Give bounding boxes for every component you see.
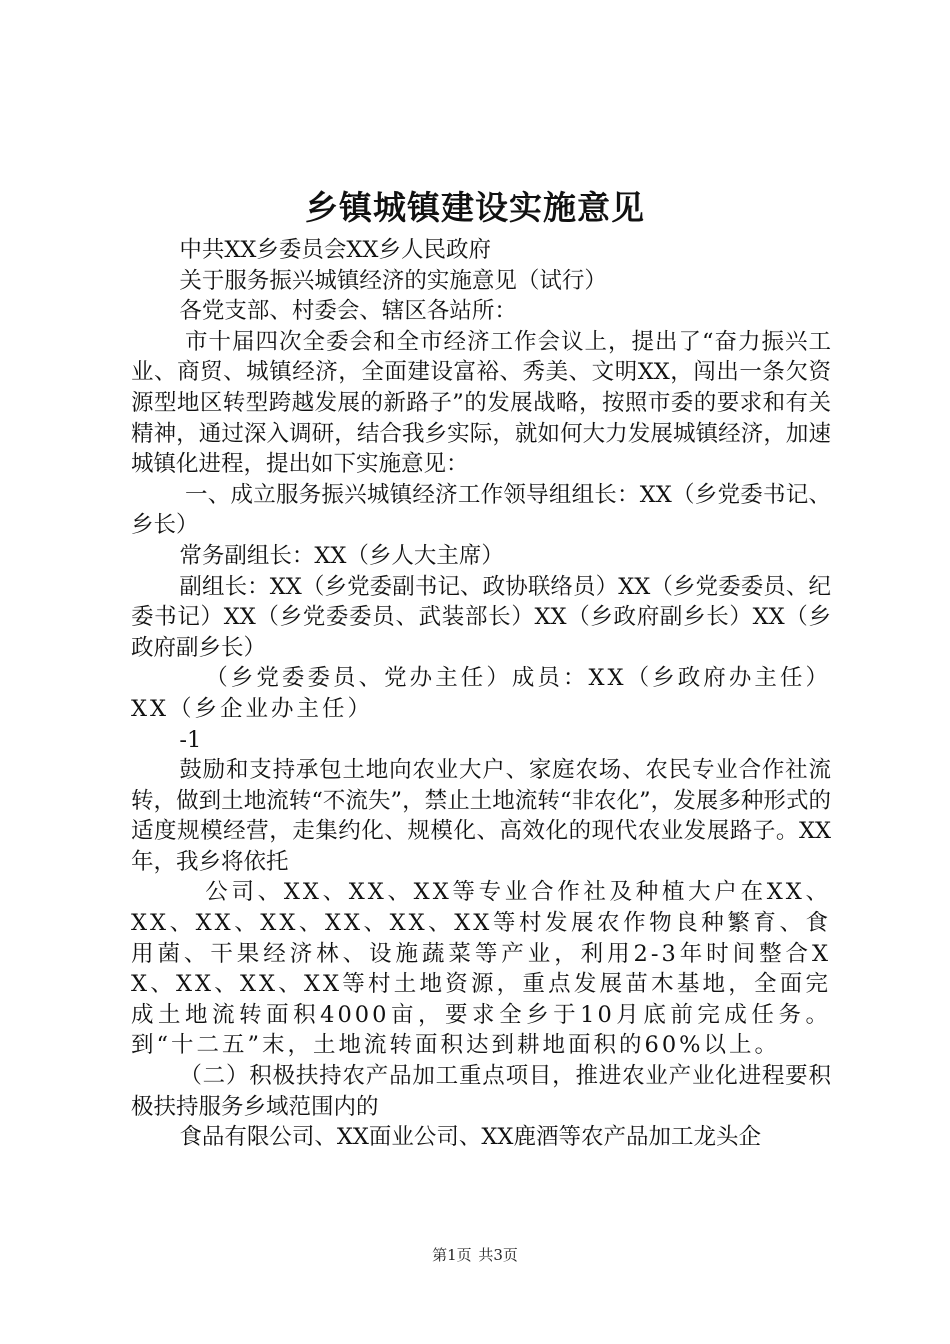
deputy-leaders-paragraph: 副组长：XX（乡党委副书记、政协联络员）XX（乡党委委员、纪委书记）XX（乡党委委员、武装部长）XX（乡政府副乡长）XX（乡政府副乡长） — [131, 573, 831, 661]
section-one-heading: 一、成立服务振兴城镇经济工作领导组组长：XX（乡党委书记、乡长） — [131, 481, 831, 539]
section-two-heading: （二）积极扶持农产品加工重点项目，推进农业产业化进程要积极扶持服务乡域范围内的 — [131, 1063, 831, 1120]
page-total: 共3页 — [478, 1246, 518, 1264]
land-transfer-paragraph: 鼓励和支持承包土地向农业大户、家庭农场、农民专业合作社流转，做到土地流转“不流失”，禁止土地流转“非农化”，发展多种形式的适度规模经营，走集约化、规模化、高效化的现代农业发展路子。XX年，我乡将依托 — [131, 757, 831, 875]
document-title: 乡镇城镇建设实施意见 — [305, 188, 645, 227]
intro-paragraph: 市十届四次全委会和全市经济工作会议上，提出了“奋力振兴工业、商贸、城镇经济，全面建设富裕、秀美、文明XX，闯出一条欠资源型地区转型跨越发展的新路子”的发展战略，按照市委的要求和有关精神，通过深入调研，结合我乡实际，就如何大力发展城镇经济，加速城镇化进程，提出如下实施意见： — [131, 328, 831, 478]
document-body — [131, 235, 831, 1153]
food-enterprise-paragraph: 食品有限公司、XX面业公司、XX鹿酒等农产品加工龙头企 — [179, 1124, 761, 1151]
members-paragraph: （乡党委委员、党办主任）成员：XX（乡政府办主任）XX（乡企业办主任） — [131, 665, 831, 722]
page-marker: -1 — [179, 726, 202, 753]
executive-deputy-line: 常务副组长：XX（乡人大主席） — [179, 542, 504, 569]
cooperative-paragraph: 公司、XX、XX、XX等专业合作社及种植大户在XX、XX、XX、XX、XX、XX、XX等村发展农作物良种繁育、食用菌、干果经济林、设施蔬菜等产业，利用2-3年时间整合XX、XX、XX、XX等村土地资源，重点发展苗木基地，全面完成土地流转面积4000亩，要求全乡于10月底前完成任务。到“十二五”末，土地流转面积达到耕地面积的60%以上。 — [131, 879, 831, 1059]
subject-line: 关于服务振兴城镇经济的实施意见（试行） — [179, 267, 607, 294]
page-footer — [0, 1244, 950, 1265]
issuer-line: 中共XX乡委员会XX乡人民政府 — [179, 237, 491, 263]
addressee-line: 各党支部、村委会、辖区各站所： — [179, 298, 517, 325]
page-number: 第1页 — [432, 1246, 472, 1264]
